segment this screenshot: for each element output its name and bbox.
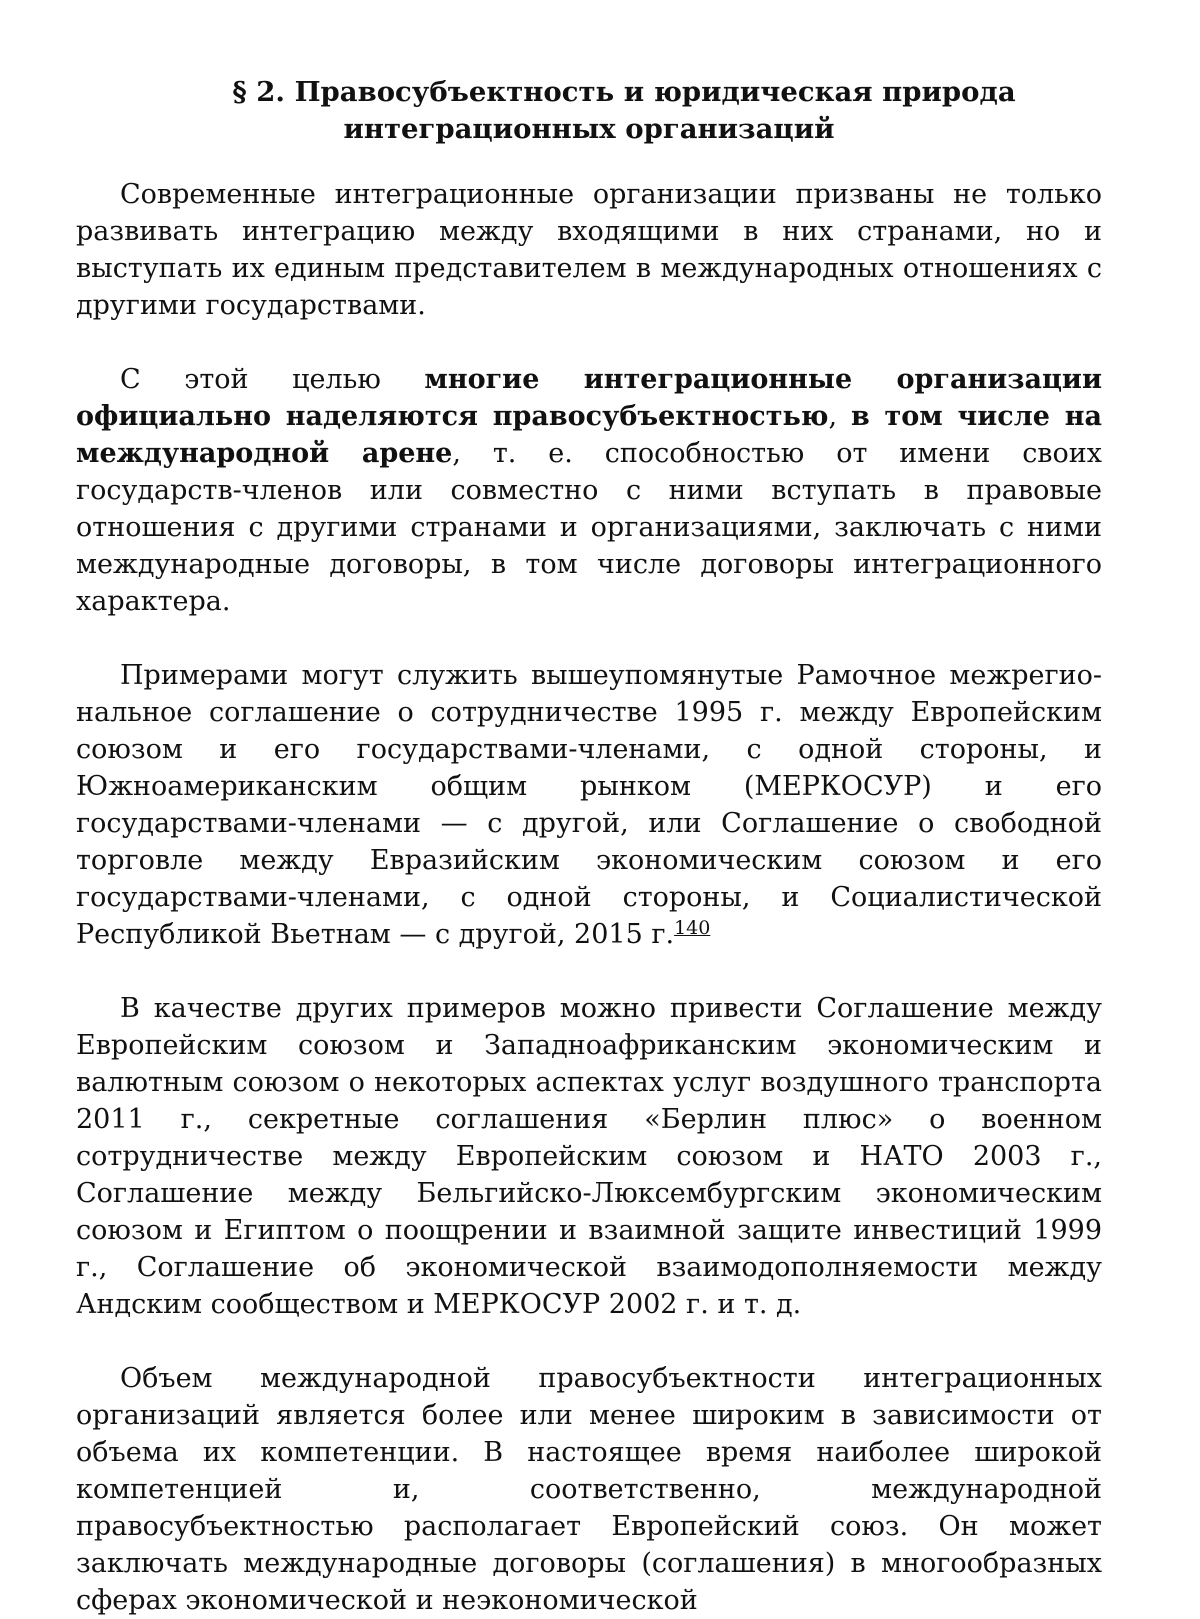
paragraph-4: В качестве других примеров можно привести Соглашение между Европейским союзом и Западноафриканским экономическим и валютным союзом о некоторых аспектах услуг воздушного транспорта 2011 г., секретные соглашения «Берлин плюс» о военном сотрудничестве между Европейским союзом и НАТО 2003 г., Соглашение между Бельгийско-Люксембургским экономическим союзом и Египтом о поощрении и взаимной защите инвестиций 1999 г., Соглашение об экономической взаимодополняемости между Андским сообществом и МЕРКОСУР 2002 г. и т. д. bbox=[76, 993, 1102, 1320]
paragraph-2 bbox=[76, 361, 1102, 620]
paragraph-3 bbox=[76, 657, 1102, 953]
section-heading-line-2: интеграционных организаций bbox=[343, 113, 835, 145]
document-page bbox=[76, 74, 1102, 1619]
footnote-reference[interactable]: 140 bbox=[674, 917, 711, 939]
section-heading-line-1: § 2. Правосубъектность и юридическая природа bbox=[232, 76, 1016, 108]
paragraph-2-intro: С этой целью bbox=[120, 364, 425, 395]
paragraph-2-emphasis-2: в том числе на международной арене bbox=[76, 401, 1102, 469]
paragraph-3-text: Примерами могут служить вышеупомянутые Рамочное межрегиональное соглашение о сотрудничестве 1995 г. между Европейским союзом и его государствами-членами, с одной стороны, и Южноамериканским общим рынком (МЕРКОСУР) и его государствами-членами — с другой, или Соглашение о свободной торговле между Евразийским экономическим союзом и его государствами-членами, с одной стороны, и Социалистической Республикой Вьетнам — с другой, 2015 г. bbox=[76, 660, 1102, 950]
paragraph-2-emphasis-1: многие интеграционные организации официально наделяются правосубъектностью bbox=[76, 364, 1102, 432]
paragraph-1: Современные интеграционные организации призваны не только развивать интеграцию между входящими в них странами, но и выступать их единым представителем в международных отношениях с другими государствами. bbox=[76, 179, 1102, 321]
paragraph-2-rest: , т. е. способностью от имени своих государств-членов или совместно с ними вступать в правовые отношения с другими странами и организациями, заключать с ними международные договоры, в том числе договоры интеграционного характера. bbox=[76, 438, 1102, 617]
section-heading bbox=[76, 74, 1102, 148]
paragraph-2-comma: , bbox=[828, 401, 852, 432]
paragraph-5: Объем международной правосубъектности интеграционных организаций является более или менее широким в зависимости от объема их компетенции. В настоящее время наиболее широкой компетенцией и, соответственно, международной правосубъектностью располагает Европейский союз. Он может заключать международные договоры (соглашения) в многообразных сферах экономической и неэкономической bbox=[76, 1363, 1102, 1616]
